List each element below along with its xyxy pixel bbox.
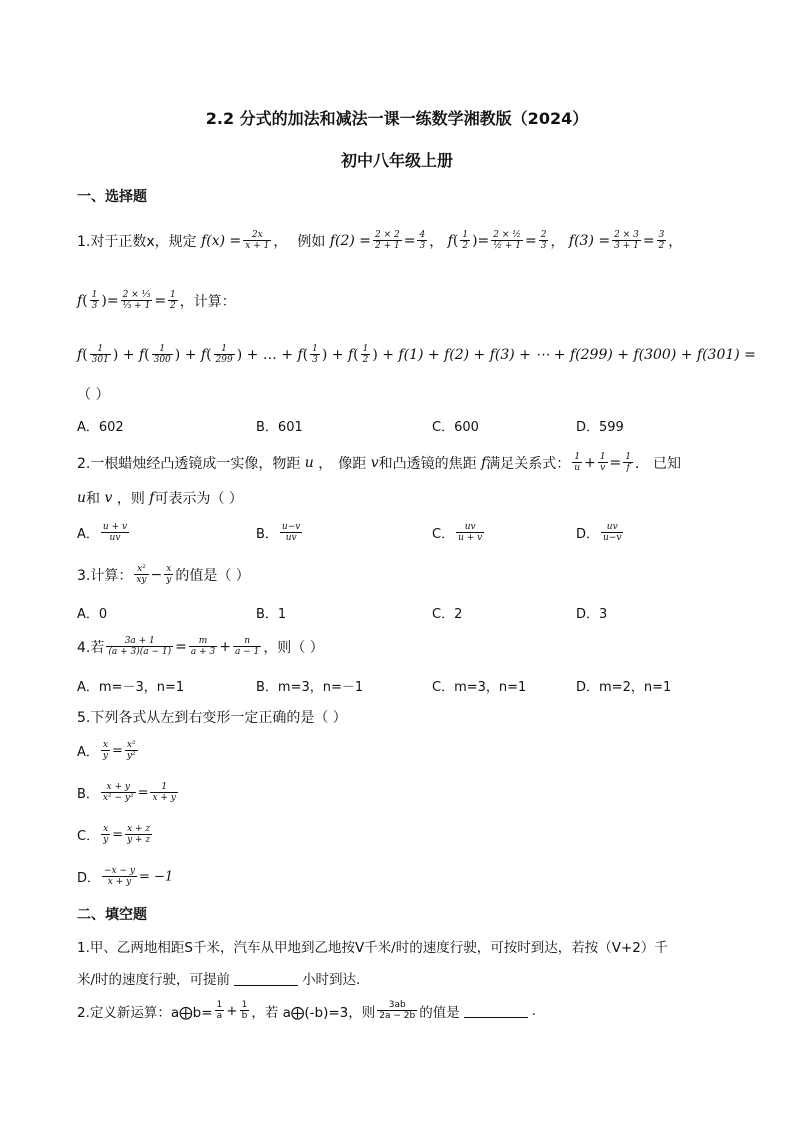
- q2-option-b-expr: $\frac{u-v}{uv}$: [281, 522, 301, 544]
- q4-expression: $\frac{3a + 1}{(a + 3)(a - 1)}$ = $\frac{m}{a + 3}$ + $\frac{n}{a - 1}$: [108, 636, 260, 658]
- q5-option-a-expr: $\frac{x}{y}$ = $\frac{\text{x²}}{\text{y²}}$: [102, 740, 136, 762]
- fill-question-1-line-2: [77, 968, 370, 988]
- q2-text: 和凸透镜的焦距: [378, 455, 477, 472]
- q2-var-u: u: [77, 490, 87, 506]
- q5-option-b[interactable]: [77, 782, 180, 804]
- q4-option-a[interactable]: A．m=－3，n=1: [77, 680, 185, 695]
- q2-var-v: v: [366, 454, 379, 471]
- option-label: B．: [77, 787, 99, 803]
- q3-option-d[interactable]: D．3: [576, 607, 608, 622]
- q5-option-d-expr: $\frac{-x - y}{x + y}$ = −1: [104, 866, 174, 888]
- question-4-stem: [77, 636, 324, 658]
- q2-var-f: f: [476, 454, 487, 471]
- section-heading-choice: 一、选择题: [77, 189, 147, 205]
- q2-text: 2.一根蜡烛经凸透镜成一实像，物距: [77, 455, 301, 472]
- q2-option-a[interactable]: [77, 522, 131, 544]
- q1-option-d[interactable]: D．599: [576, 420, 624, 435]
- q1-example-fthird: f( $\frac{1}{3}$ )= $\frac{\text{2 × ⅓}}{\text{⅓ + 1}}$ = $\frac{1}{2}$: [77, 290, 176, 312]
- q4-prefix: 4.若: [77, 639, 105, 656]
- q4-option-d[interactable]: D．m=2，n=1: [576, 680, 672, 695]
- question-1-line-1: [77, 230, 682, 252]
- q2-var-v: v: [100, 490, 117, 506]
- q2-period: ．: [635, 455, 650, 472]
- fill2-answer-blank[interactable]: [464, 1003, 528, 1018]
- q4-option-c[interactable]: C．m=3，n=1: [432, 680, 527, 695]
- q2-option-a-expr: $\frac{u + v}{uv}$: [102, 522, 128, 544]
- option-label: A．: [77, 527, 99, 543]
- question-3-stem: [77, 564, 250, 586]
- fill1-text: 小时到达．: [302, 972, 370, 988]
- q3-suffix: 的值是（ ）: [175, 567, 250, 584]
- q2-text: 和: [86, 491, 101, 507]
- q2-text: 像距: [338, 455, 367, 472]
- fill2-mid: ，若 a⨁(-b)=3，则: [251, 1004, 376, 1021]
- q1-comma: ，: [429, 233, 444, 250]
- fill2-end: .: [531, 1002, 537, 1019]
- q1-option-c[interactable]: C．600: [432, 420, 479, 435]
- fill2-prefix: 2.定义新运算：a⨁b=: [77, 1004, 213, 1021]
- fill1-answer-blank[interactable]: [234, 971, 298, 986]
- q1-example-f3: f(3) = $\frac{2 \times 3}{3 + 1}$ = $\frac{3}{2}$: [564, 230, 665, 252]
- q2-option-d[interactable]: [576, 522, 625, 544]
- q1-example-fhalf: f( $\frac{1}{2}$ )= $\frac{\text{2 × ½}}{\text{½ + 1}}$ = $\frac{2}{3}$: [443, 230, 547, 252]
- section-heading-fill: 二、填空题: [77, 907, 147, 923]
- q1-comma: ，: [273, 233, 288, 250]
- doc-subtitle: 初中八年级上册: [340, 151, 453, 170]
- q2-text: 满足关系式：: [486, 455, 571, 472]
- q3-option-a[interactable]: A．0: [77, 607, 108, 622]
- q2-relation: $\frac{1}{u}$ + $\frac{1}{v}$ = $\frac{1}{f}$: [574, 452, 632, 474]
- q4-option-b[interactable]: B．m=3，n=－1: [256, 680, 364, 695]
- question-2-line-2: [77, 488, 243, 508]
- question-1-sum-expression: f ( $\frac{1}{301}$ ) + f ( $\frac{1}{300}$ ) + f ( $\frac{1}{299}$ ) + … + f ( $\frac{1}{3}$ ) + f ( $\frac{1}{2}$ ) + f(1) + f(2) + f(3) + ⋯ + f(299) + f(300) + f(301) =: [77, 344, 756, 366]
- q3-prefix: 3.计算：: [77, 567, 133, 584]
- q3-option-b[interactable]: B．1: [256, 607, 287, 622]
- q3-option-c[interactable]: C．2: [432, 607, 463, 622]
- q1-calc-label: ，计算：: [179, 293, 236, 310]
- option-label: D．: [77, 871, 101, 887]
- q5-option-d[interactable]: [77, 866, 173, 888]
- q1-comma: ，: [550, 233, 565, 250]
- option-label: C．: [432, 527, 455, 543]
- doc-title: 2.2 分式的加法和减法一课一练数学湘教版（2024）: [205, 109, 589, 128]
- q2-option-b[interactable]: [256, 522, 304, 544]
- q2-option-d-expr: $\frac{uv}{u-v}$: [603, 522, 622, 544]
- q1-example-f2: f(2) = $\frac{2 \times 2}{2 + 1}$ = $\frac{4}{3}$: [325, 230, 426, 252]
- question-1-line-2: [77, 290, 236, 312]
- fill2-suffix: 的值是: [419, 1004, 460, 1021]
- option-label: B．: [256, 527, 278, 543]
- q2-var-f: f: [144, 490, 155, 506]
- q1-comma: ，: [668, 233, 683, 250]
- q2-text: 已知: [653, 455, 682, 472]
- q3-expression: $\frac{\text{x²}}{xy}$ − $\frac{x}{y}$: [136, 564, 172, 586]
- q2-var-u: u: [300, 454, 319, 471]
- fill1-text: 米/时的速度行驶，可提前: [77, 972, 231, 988]
- option-label: A．: [77, 745, 99, 761]
- option-label: C．: [77, 829, 100, 845]
- q1-def-formula: f(x) = $\frac{2x}{x + 1}$: [196, 230, 270, 252]
- q5-option-b-expr: $\frac{x + y}{\text{x² − y²}}$ = $\frac{1}{x + y}$: [102, 782, 176, 804]
- question-2-line-1: [77, 452, 681, 474]
- q2-text: 可表示为（ ）: [154, 491, 243, 507]
- q5-option-a[interactable]: [77, 740, 140, 762]
- fill2-op-def: $\frac{1}{a}$ + $\frac{1}{b}$: [216, 1000, 248, 1022]
- option-label: D．: [576, 527, 600, 543]
- fill-question-1-line-1: 1.甲、乙两地相距S千米，汽车从甲地到乙地按V千米/时的速度行驶，可按时到达，若按（V+2）千: [77, 940, 668, 956]
- q5-option-c-expr: $\frac{x}{y}$ = $\frac{x + z}{y + z}$: [103, 824, 151, 846]
- question-5-stem: 5.下列各式从左到右变形一定正确的是（ ）: [77, 710, 347, 726]
- q4-suffix: ，则（ ）: [263, 639, 324, 656]
- q2-option-c-expr: $\frac{uv}{u + v}$: [458, 522, 483, 544]
- q2-option-c[interactable]: [432, 522, 486, 544]
- q1-intro: 1.对于正数x，规定: [77, 233, 197, 250]
- q2-comma: ，: [318, 455, 333, 472]
- fill2-target: $\frac{3ab}{2a - 2b}$: [379, 1000, 416, 1022]
- q1-answer-paren: （ ）: [77, 387, 110, 403]
- q2-text: ，则: [116, 491, 145, 507]
- q5-option-c[interactable]: [77, 824, 154, 846]
- fill-question-2: [77, 1000, 536, 1022]
- q1-option-a[interactable]: A．602: [77, 420, 124, 435]
- q1-option-b[interactable]: B．601: [256, 420, 303, 435]
- q1-example-label: 例如: [297, 233, 326, 250]
